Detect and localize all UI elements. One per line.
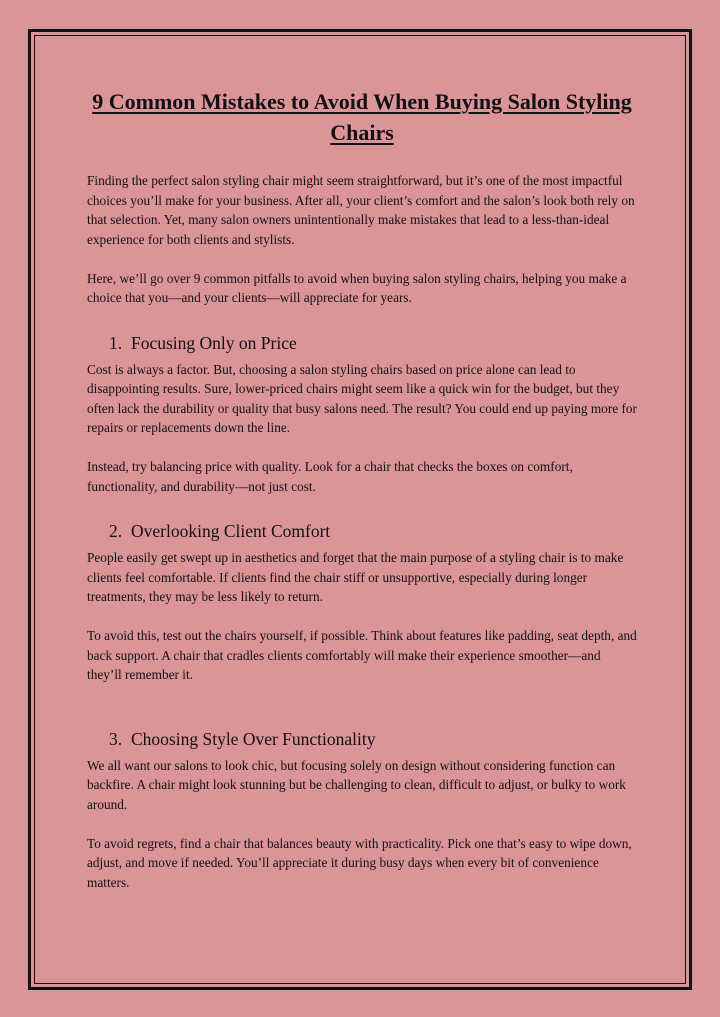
section-title: Overlooking Client Comfort bbox=[131, 521, 331, 541]
section-heading bbox=[109, 332, 637, 354]
section-number: 1. bbox=[109, 332, 123, 353]
section-title: Focusing Only on Price bbox=[131, 332, 297, 353]
section-paragraph: We all want our salons to look chic, but focusing solely on design without considering function can backfire. A chair might look stunning but be challenging to clean, difficult to adjust, or bulky to work around. bbox=[87, 757, 626, 812]
section-paragraph: Instead, try balancing price with quality. Look for a chair that checks the boxes on comfort, functionality, and durability—not just cost. bbox=[87, 459, 573, 494]
section-paragraph: To avoid regrets, find a chair that balances beauty with practicality. Pick one that’s easy to wipe down, adjust, and move if needed. You’ll appreciate it during busy days when every bit of convenience matters. bbox=[87, 835, 632, 890]
intro-paragraph: Finding the perfect salon styling chair might seem straightforward, but it’s one of the most impactful choices you’ll make for your business. After all, your client’s comfort and the salon’s look both rely on that selection. Yet, many salon owners unintentionally make mistakes that lead to a less-than-ideal experience for both clients and stylists. bbox=[87, 173, 635, 247]
intro-paragraph: Here, we’ll go over 9 common pitfalls to avoid when buying salon styling chairs, helping you make a choice that you—and your clients—will appreciate for years. bbox=[87, 270, 627, 305]
section-heading bbox=[109, 728, 637, 750]
section-title: Choosing Style Over Functionality bbox=[131, 728, 376, 749]
section-number: 3. bbox=[109, 728, 123, 749]
section-paragraph: Cost is always a factor. But, choosing a salon styling chairs based on price alone can lead to disappointing results. Sure, lower-priced chairs might seem like a quick win for the budget, but they often lack the durability or quality that busy salons need. The result? You could end up paying more for repairs or replacements down the line. bbox=[87, 361, 637, 435]
section-number: 2. bbox=[109, 521, 123, 541]
article bbox=[87, 86, 637, 892]
section-paragraph: To avoid this, test out the chairs yourself, if possible. Think about features like padding, seat depth, and back support. A chair that cradles clients comfortably will make their experience smoother—and they’ll remember it. bbox=[87, 628, 637, 682]
section-heading bbox=[109, 520, 637, 542]
article-title: 9 Common Mistakes to Avoid When Buying Salon Styling Chairs bbox=[92, 89, 632, 145]
section-paragraph: People easily get swept up in aesthetics and forget that the main purpose of a styling chair is to make clients feel comfortable. If clients find the chair stiff or unsupportive, especially during longer treatments, they may be less likely to return. bbox=[87, 550, 624, 604]
